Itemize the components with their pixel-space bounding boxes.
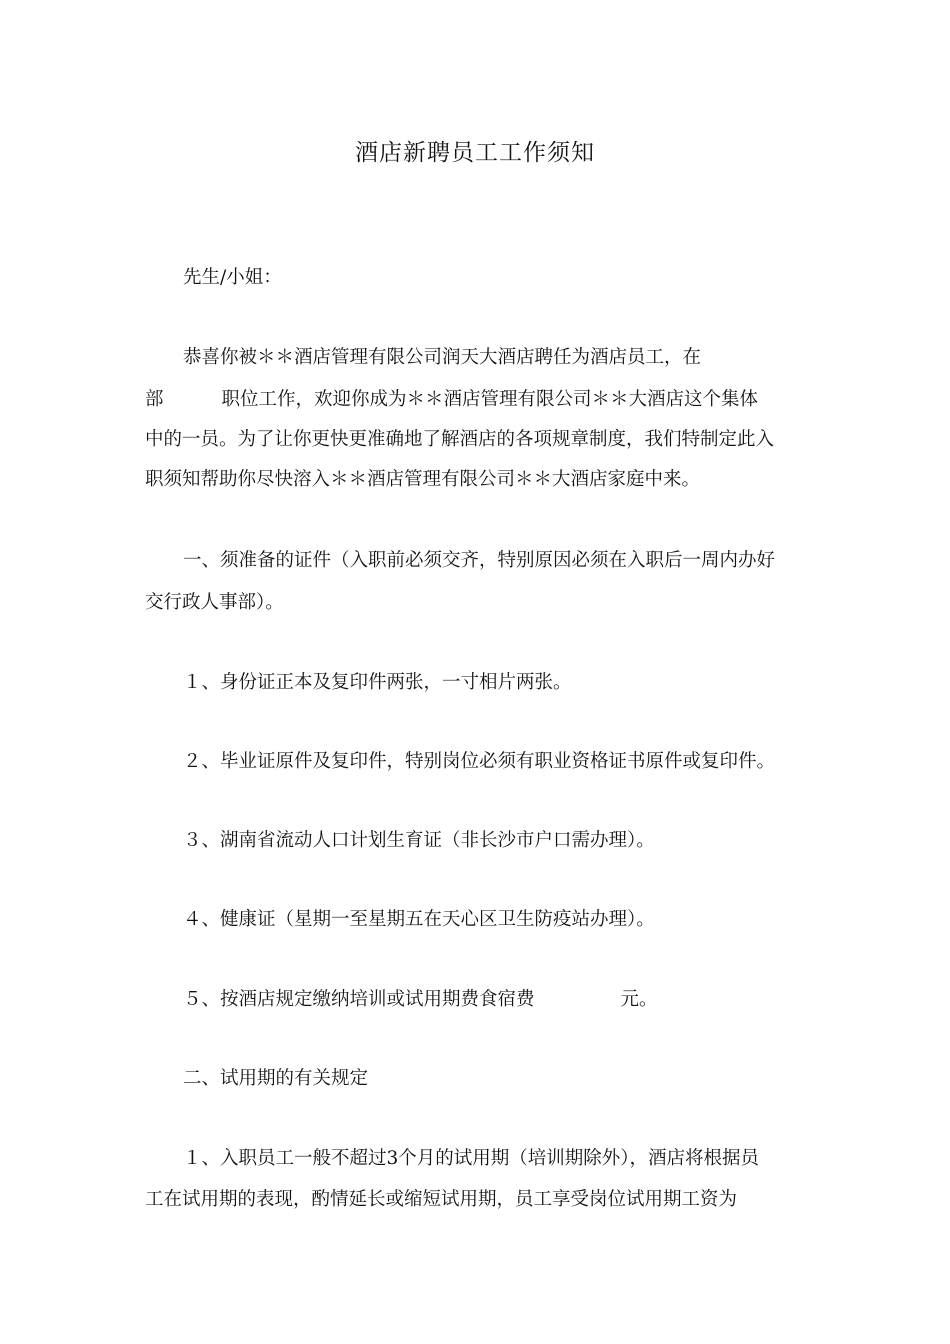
intro-line-4: 职须知帮助你尽快溶入＊＊酒店管理有限公司＊＊大酒店家庭中来。: [145, 469, 701, 490]
section2-item-1-line-1: １、入职员工一般不超过3个月的试用期（培训期除外），酒店将根据员: [183, 1148, 760, 1169]
section1-heading-line-1: 一、须准备的证件（入职前必须交齐，特别原因必须在入职后一周内办好: [183, 550, 776, 571]
salutation: 先生/小姐：: [183, 267, 282, 288]
section2-item-1-line-2: 工在试用期的表现，酌情延长或缩短试用期，员工享受岗位试用期工资为: [145, 1189, 738, 1210]
department-label: 部: [145, 389, 164, 410]
fee-text: ５、按酒店规定缴纳培训或试用期费食宿费: [183, 989, 535, 1010]
intro-line-1: 恭喜你被＊＊酒店管理有限公司润天大酒店聘任为酒店员工，在: [183, 347, 702, 368]
intro-line-2-text: 职位工作，欢迎你成为＊＊酒店管理有限公司＊＊大酒店这个集体: [221, 389, 759, 410]
section1-item-5: [183, 980, 843, 1020]
section1-item-1: １、身份证正本及复印件两张，一寸相片两张。: [183, 672, 572, 693]
fee-unit: 元。: [620, 989, 658, 1010]
section1-heading-line-2: 交行政人事部）。: [145, 592, 284, 613]
intro-line-3: 中的一员。为了让你更快更准确地了解酒店的各项规章制度，我们特制定此入: [145, 429, 775, 450]
intro-line-2: [145, 380, 805, 420]
document-title: 酒店新聘员工工作须知: [355, 140, 595, 166]
section1-item-2: ２、毕业证原件及复印件，特别岗位必须有职业资格证书原件或复印件。: [183, 751, 776, 772]
section1-item-4: ４、健康证（星期一至星期五在天心区卫生防疫站办理）。: [183, 909, 655, 930]
section2-heading: 二、试用期的有关规定: [183, 1068, 369, 1089]
section1-item-3: ３、湖南省流动人口计划生育证（非长沙市户口需办理）。: [183, 830, 655, 851]
